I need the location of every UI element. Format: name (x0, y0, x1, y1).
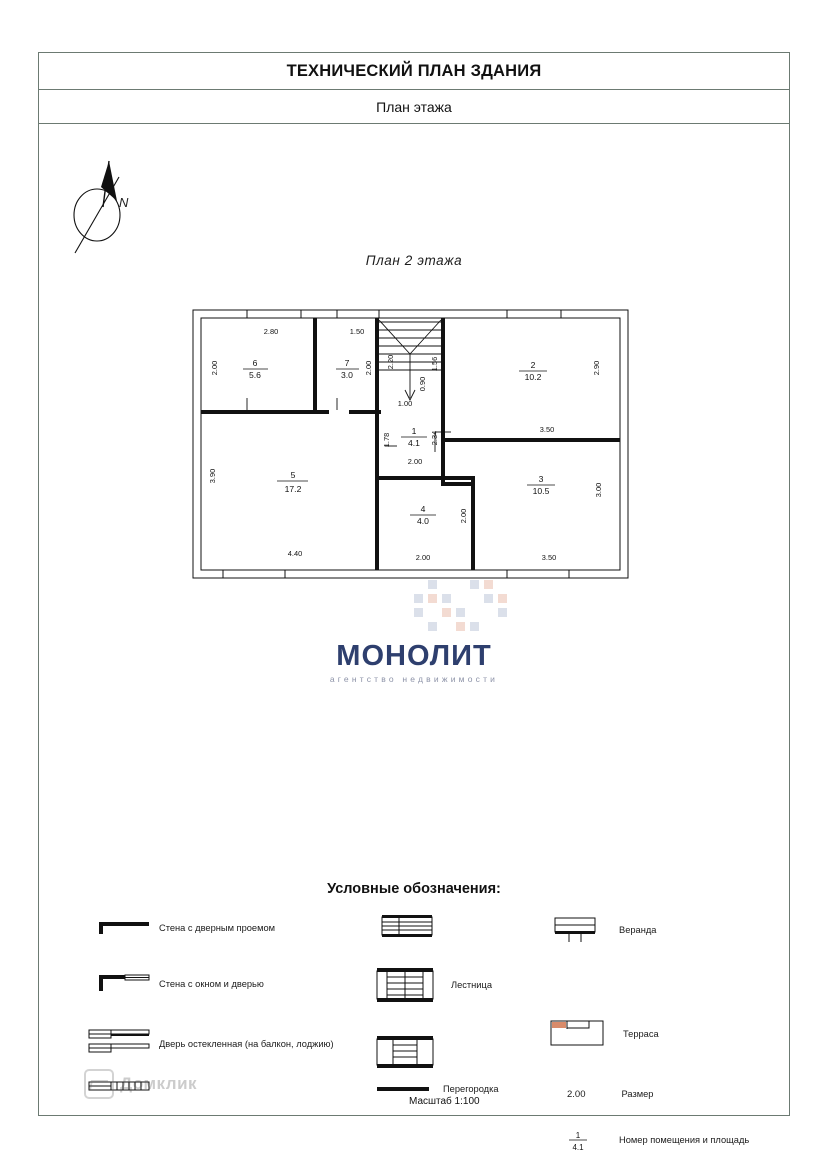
stairs-icon-b (373, 1033, 437, 1071)
svg-text:3.50: 3.50 (539, 425, 555, 434)
stairs-icon (373, 965, 437, 1005)
legend-label: Терраса (623, 1028, 659, 1039)
svg-text:2.00: 2.00 (415, 553, 431, 562)
domclick-logo (84, 1069, 197, 1099)
legend-label: Размер (621, 1089, 654, 1100)
svg-text:1.00: 1.00 (397, 399, 413, 408)
wall-with-door-icon (97, 919, 151, 937)
room-number-2: 2 (530, 360, 536, 370)
svg-text:2.90: 2.90 (592, 360, 601, 376)
sample-room-area: 4.1 (572, 1143, 584, 1152)
legend-item-stairs-2 (373, 1033, 437, 1071)
watermark (294, 578, 534, 688)
room-number-4: 4 (420, 504, 426, 514)
svg-text:2.80: 2.80 (263, 327, 279, 336)
partition-icon (375, 1083, 431, 1095)
svg-text:3.90: 3.90 (208, 468, 217, 484)
domclick-mark-icon (84, 1069, 114, 1099)
svg-text:1.56: 1.56 (430, 356, 439, 372)
room-number-1: 1 (411, 426, 417, 436)
room-number-area-icon (565, 1127, 591, 1153)
page-subtitle: План этажа (376, 98, 452, 115)
terrace-icon (547, 1017, 607, 1051)
legend-item-terrace (547, 1017, 659, 1051)
legend-label: Стена с дверным проемом (159, 922, 276, 933)
legend-label: Лестница (451, 979, 493, 990)
watermark-brand: МОНОЛИТ (336, 640, 492, 672)
svg-text:0.90: 0.90 (418, 376, 427, 392)
svg-text:2.00: 2.00 (407, 457, 423, 466)
page-title: ТЕХНИЧЕСКИЙ ПЛАН ЗДАНИЯ (286, 61, 542, 80)
svg-text:1.78: 1.78 (382, 432, 391, 448)
legend-item-wall-with-door (97, 919, 275, 937)
document-subtitle-row (39, 90, 789, 124)
legend-label: Стена с окном и дверью (159, 978, 264, 989)
sample-room-number: 1 (575, 1131, 581, 1140)
legend-item-glazed-door (87, 1027, 334, 1061)
watermark-tagline: агентство недвижимости (329, 674, 499, 684)
legend-item-room-number-area (565, 1127, 749, 1153)
svg-text:4.40: 4.40 (287, 549, 303, 558)
room-number-7: 7 (344, 358, 350, 368)
svg-text:2.00: 2.00 (364, 360, 373, 376)
legend-label: Веранда (619, 924, 657, 935)
document-page (38, 52, 790, 1152)
legend-item-wall-with-window-and-door (97, 973, 264, 995)
room-area-3: 10.5 (532, 486, 550, 496)
legend-item-veranda (547, 915, 656, 945)
svg-text:3.00: 3.00 (594, 482, 603, 498)
svg-text:2.00: 2.00 (210, 360, 219, 376)
plan-caption: План 2 этажа (365, 253, 463, 268)
legend-item-stairs (373, 965, 492, 1005)
legend-item-stairs-1 (379, 913, 435, 941)
svg-text:2.34: 2.34 (430, 430, 439, 446)
document-title-row (39, 53, 789, 90)
floor-plan-drawing (189, 306, 632, 588)
room-number-3: 3 (538, 474, 544, 484)
room-number-6: 6 (252, 358, 258, 368)
dimension-sample: 2.00 (567, 1089, 586, 1100)
glazed-door-icon (87, 1027, 151, 1061)
legend-item-partition (375, 1083, 499, 1095)
stairs-icon-a (379, 913, 435, 941)
svg-text:2.20: 2.20 (386, 354, 395, 370)
legend-title: Условные обозначения: (327, 881, 501, 897)
veranda-icon (547, 915, 603, 945)
svg-text:3.50: 3.50 (541, 553, 557, 562)
legend-label: Дверь остекленная (на балкон, лоджию) (159, 1038, 334, 1049)
svg-text:2.00: 2.00 (459, 508, 468, 524)
room-area-6: 5.6 (249, 370, 261, 380)
wall-with-window-and-door-icon (97, 973, 151, 995)
scale-label: Масштаб 1:100 (409, 1096, 480, 1107)
legend-label: Номер помещения и площадь (619, 1134, 750, 1145)
room-area-1: 4.1 (408, 438, 420, 448)
room-area-5: 17.2 (284, 484, 302, 494)
room-number-5: 5 (290, 470, 296, 480)
compass-label: N (119, 195, 129, 210)
room-area-7: 3.0 (341, 370, 353, 380)
room-area-2: 10.2 (524, 372, 542, 382)
svg-text:1.50: 1.50 (349, 327, 365, 336)
room-area-4: 4.0 (417, 516, 429, 526)
legend-item-dimension (567, 1089, 653, 1100)
legend-label: Перегородка (443, 1083, 499, 1094)
domclick-label: Домклик (120, 1074, 198, 1093)
